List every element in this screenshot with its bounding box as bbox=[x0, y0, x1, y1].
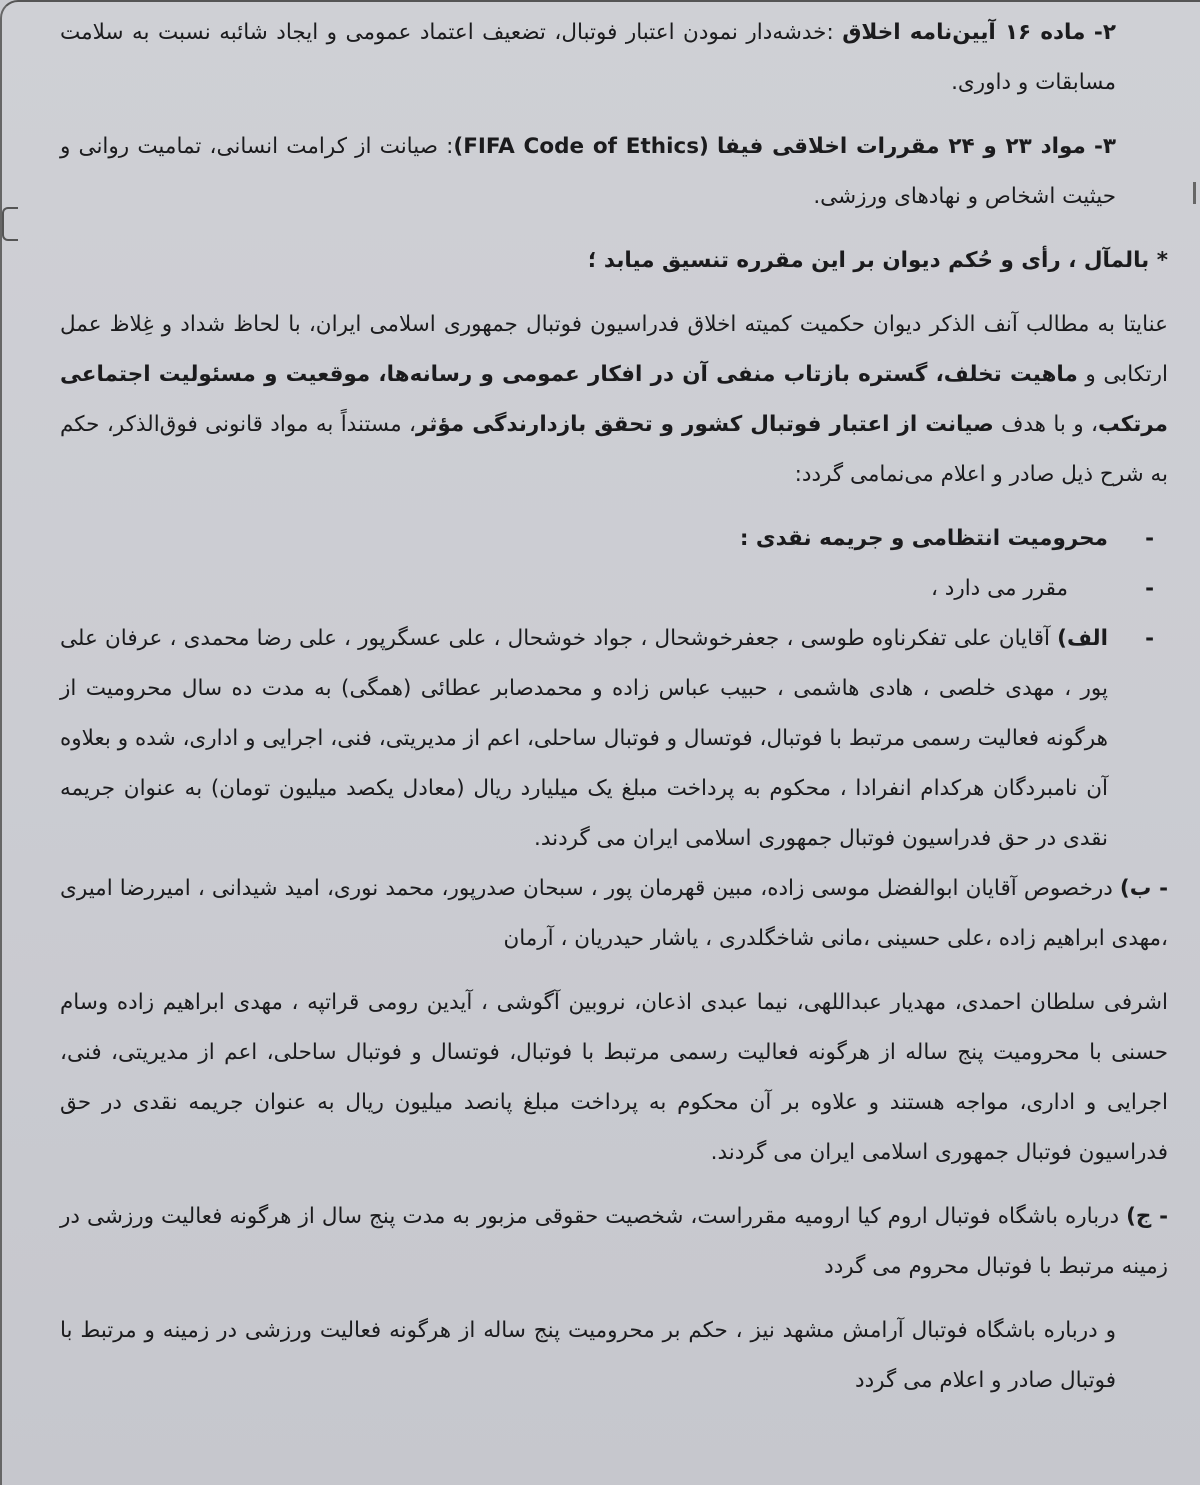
list-dash: - bbox=[1145, 626, 1154, 651]
list-item-decree bbox=[60, 564, 1168, 614]
clause-3-fifa-code: (FIFA Code of Ethics) bbox=[453, 134, 709, 159]
clause-jim-additional: و درباره باشگاه فوتبال آرامش مشهد نیز ، حکم بر محرومیت پنج ساله از هرگونه فعالیت ورزشی در زمینه و مرتبط با فوتبال صادر و اعلام می گردد bbox=[60, 1318, 1116, 1393]
list-dash: - bbox=[1145, 526, 1154, 551]
clause-be bbox=[60, 864, 1168, 964]
margin-tick-mark bbox=[1193, 182, 1196, 204]
list-item-alef bbox=[60, 614, 1168, 864]
ruling-text-2: ، و با هدف bbox=[993, 412, 1098, 437]
be-body-1: درخصوص آقایان ابوالفضل موسی زاده، مبین قهرمان پور ، سبحان صدرپور، محمد نوری، امید شیدانی ، امیررضا امیری ،مهدی ابراهیم زاده ،علی حسینی ،مانی شاخگلدری ، یاشار حیدریان ، آرمان bbox=[60, 876, 1168, 951]
ruling-text-1: عنایتا به مطالب آنف الذکر دیوان حکمیت کمیته اخلاق فدراسیون فوتبال جمهوری اسلامی ایران، با لحاظ شداد و غِلاظ عمل ارتکابی و bbox=[60, 312, 1168, 387]
jim-label: - ج) bbox=[1126, 1204, 1169, 1229]
clause-2-title: ماده ۱۶ آیین‌نامه اخلاق bbox=[842, 20, 1086, 45]
clause-2-colon: : bbox=[826, 20, 843, 45]
jim-body: درباره باشگاه فوتبال اروم کیا ارومیه مقرراست، شخصیت حقوقی مزبور به مدت پنج سال از هرگونه فعالیت ورزشی در زمینه مرتبط با فوتبال محروم می گردد bbox=[60, 1204, 1168, 1279]
list-item-penalty-heading bbox=[60, 514, 1168, 564]
clause-jim bbox=[60, 1192, 1168, 1292]
document-text bbox=[60, 8, 1168, 1420]
clause-3 bbox=[60, 122, 1168, 222]
list-dash: - bbox=[1145, 576, 1154, 601]
ruling-heading: * بالمآل ، رأی و حُکم دیوان بر این مقرره تنسیق میابد ؛ bbox=[587, 248, 1168, 273]
clause-3-number: ۳- bbox=[1093, 134, 1117, 159]
ruling-paragraph bbox=[60, 300, 1168, 500]
alef-body: آقایان علی تفکرناوه طوسی ، جعفرخوشحال ، جواد خوشحال ، علی عسگرپور ، علی رضا محمدی ، عرفان علی پور ، مهدی خلصی ، هادی هاشمی ، حبیب عباس زاده و محمدصابر عطائی (همگی) به مدت ده سال محرومیت از هرگونه فعالیت رسمی مرتبط با فوتبال، فوتسال و فوتبال ساحلی، اعم از مدیریتی، فنی، اجرایی و اداری، شده و بعلاوه آن نامبردگان هرکدام انفرادا ، محکوم به پرداخت مبلغ یک میلیارد ریال (معادل یکصد میلیون تومان) به عنوان جریمه نقدی در حق فدراسیون فوتبال جمهوری اسلامی ایران می گردند. bbox=[60, 626, 1108, 851]
be-body-2: اشرفی سلطان احمدی، مهدیار عبداللهی، نیما عبدی اذعان، نروبین آگوشی ، آیدین رومی قراتپه ، مهدی ابراهیم زاده وسام حسنی با محرومیت پنج ساله از هرگونه فعالیت رسمی مرتبط با فوتبال، فوتسال و فوتبال ساحلی، اعم از مدیریتی، فنی، اجرایی و اداری، مواجه هستند و علاوه بر آن محکوم به پرداخت مبلغ پانصد میلیون ریال به عنوان جریمه نقدی در حق فدراسیون فوتبال جمهوری اسلامی ایران می گردند. bbox=[60, 990, 1168, 1165]
clause-be-continued bbox=[60, 978, 1168, 1178]
clause-2 bbox=[60, 8, 1168, 108]
clause-2-number: ۲- bbox=[1093, 20, 1116, 45]
be-label: - ب) bbox=[1119, 876, 1168, 901]
ruling-emphasis-1: ماهیت تخلف، گستره بازتاب منفی آن در افکار عمومی و رسانه‌ها، موقعیت و مسئولیت اجتماعی مرتکب bbox=[60, 362, 1168, 437]
ruling-emphasis-2: صیانت از اعتبار فوتبال کشور و تحقق بازدارندگی مؤثر bbox=[415, 412, 994, 437]
penalty-heading: محرومیت انتظامی و جریمه نقدی : bbox=[739, 526, 1108, 551]
ruling-text-3: ، مستنداً به مواد قانونی فوق‌الذکر، حکم به شرح ذیل صادر و اعلام می‌نمامی گردد: bbox=[60, 412, 1168, 487]
alef-label: الف) bbox=[1057, 626, 1108, 651]
clause-3-colon: : bbox=[446, 134, 454, 159]
margin-bracket-mark bbox=[2, 207, 18, 241]
decree-text: مقرر می دارد ، bbox=[930, 576, 1068, 601]
clause-3-title: مواد ۲۳ و ۲۴ مقررات اخلاقی فیفا bbox=[716, 134, 1086, 159]
clause-3-body: صیانت از کرامت انسانی، تمامیت روانی و حیثیت اشخاص و نهادهای ورزشی. bbox=[60, 134, 1116, 209]
clause-2-body: خدشه‌دار نمودن اعتبار فوتبال، تضعیف اعتماد عمومی و ایجاد شائبه نسبت به سلامت مسابقات و داوری. bbox=[60, 20, 1116, 95]
